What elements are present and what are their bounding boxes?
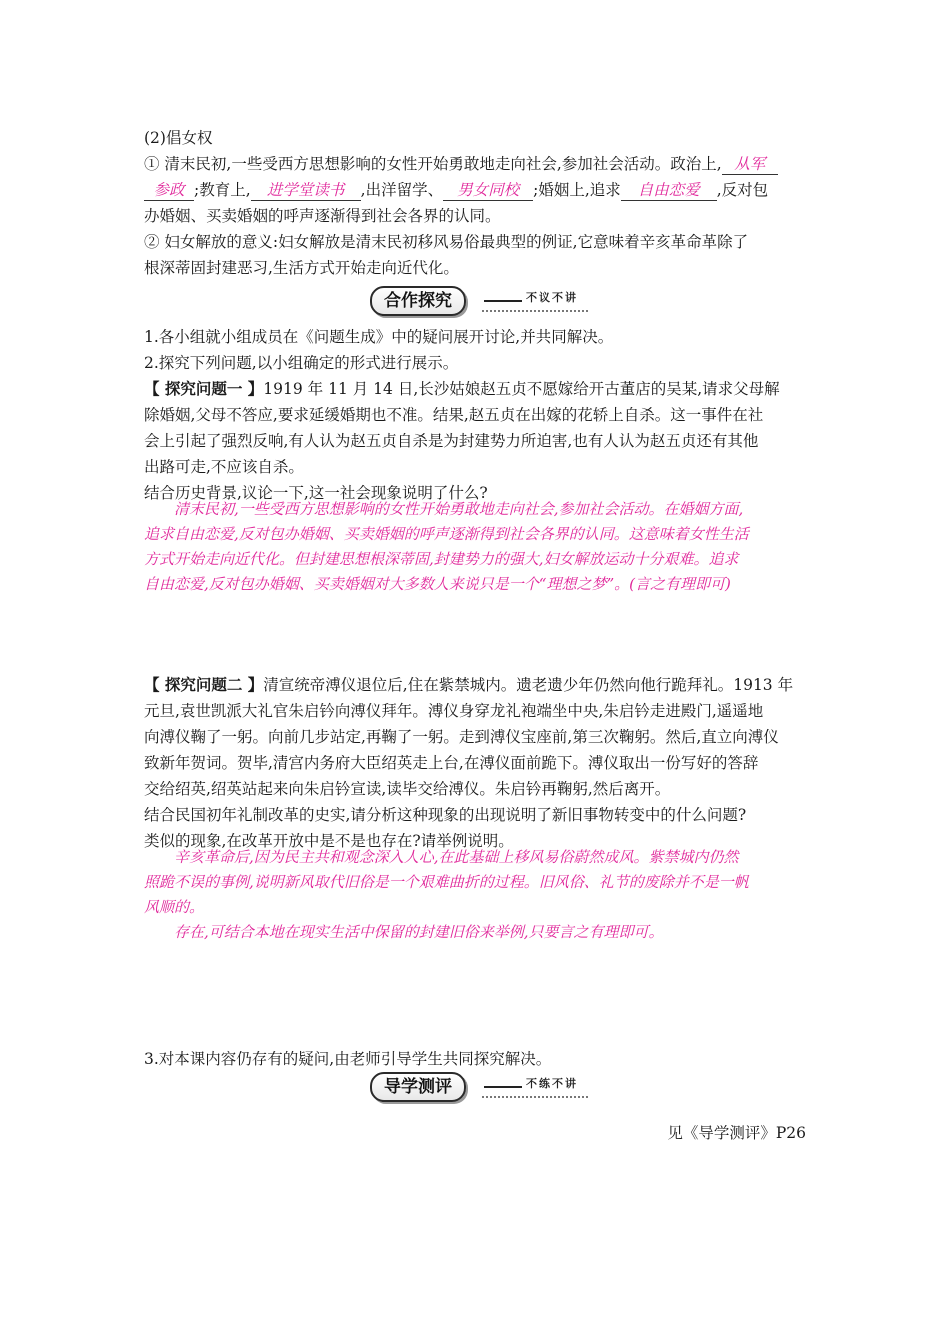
question-line: 元旦,袁世凯派大礼官朱启钤向溥仪拜年。溥仪身穿龙礼袍端坐中央,朱启钤走进殿门,遥遥地 xyxy=(144,702,764,720)
answer-blank: 从军 xyxy=(722,154,778,175)
question-prompt: 结合历史背景,议论一下,这一社会现象说明了什么? xyxy=(144,484,488,502)
paragraph-line: 根深蒂固封建恶习,生活方式开始走向近代化。 xyxy=(144,259,459,277)
question-line: 致新年贺词。贺毕,清宫内务府大臣绍英走上台,在溥仪面前跪下。溥仪取出一份写好的答辞 xyxy=(144,754,759,772)
page-reference: 见《导学测评》P26 xyxy=(667,1124,806,1142)
banner-tag: 不练不讲 xyxy=(526,1077,578,1090)
list-item: 3.对本课内容仍存有的疑问,由老师引导学生共同探究解决。 xyxy=(144,1050,552,1068)
question-line: 交给绍英,绍英站起来向朱启钤宣读,读毕交给溥仪。朱启钤再鞠躬,然后离开。 xyxy=(144,780,671,798)
answer-line: 追求自由恋爱,反对包办婚姻、买卖婚姻的呼声逐渐得到社会各界的认同。这意味着女性生活 xyxy=(144,525,749,543)
paragraph-line: ② 妇女解放的意义:妇女解放是清末民初移风易俗最典型的例证,它意味着辛亥革命革除了 xyxy=(144,233,749,251)
banner-dash xyxy=(484,300,522,302)
answer-line: 清末民初,一些受西方思想影响的女性开始勇敢地走向社会,参加社会活动。在婚姻方面, xyxy=(144,500,744,518)
banner-dash xyxy=(484,1086,522,1088)
answer-line: 存在,可结合本地在现实生活中保留的封建旧俗来举例,只要言之有理即可。 xyxy=(144,923,664,941)
answer-blank: 男女同校 xyxy=(443,180,533,201)
section-banner-cooperative-inquiry xyxy=(370,284,590,316)
banner-title: 合作探究 xyxy=(370,286,466,316)
question-label: 【 探究问题一 】 xyxy=(144,379,264,398)
answer-blank: 自由恋爱 xyxy=(621,180,717,201)
question-line: 除婚姻,父母不答应,要求延缓婚期也不准。结果,赵五贞在出嫁的花轿上自杀。这一事件在社 xyxy=(144,406,764,424)
paragraph-line: ① 清末民初,一些受西方思想影响的女性开始勇敢地走向社会,参加社会活动。政治上, 从军 xyxy=(144,151,810,177)
answer-line: 风顺的。 xyxy=(144,898,205,916)
question-prompt: 类似的现象,在改革开放中是不是也存在?请举例说明。 xyxy=(144,832,514,850)
banner-tag: 不议不讲 xyxy=(526,291,578,304)
answer-line: 辛亥革命后,因为民主共和观念深入人心,在此基础上移风易俗蔚然成风。紫禁城内仍然 xyxy=(144,848,739,866)
list-item: 2.探究下列问题,以小组确定的形式进行展示。 xyxy=(144,354,459,372)
banner-dots xyxy=(482,1096,588,1098)
answer-blank: 进学堂读书 xyxy=(251,180,361,201)
answer-line: 照跪不误的事例,说明新风取代旧俗是一个艰难曲折的过程。旧风俗、礼节的废除并不是一帆 xyxy=(144,873,749,891)
question-prompt: 结合民国初年礼制改革的史实,请分析这种现象的出现说明了新旧事物转变中的什么问题? xyxy=(144,806,747,824)
answer-line: 方式开始走向近代化。但封建思想根深蒂固,封建势力的强大,妇女解放运动十分艰难。追求 xyxy=(144,550,739,568)
banner-title: 导学测评 xyxy=(370,1072,466,1102)
question-line: 出路可走,不应该自杀。 xyxy=(144,458,304,476)
answer-line: 自由恋爱,反对包办婚姻、买卖婚姻对大多数人来说只是一个“理想之梦”。(言之有理即可) xyxy=(144,575,731,593)
paragraph-line: 办婚姻、买卖婚姻的呼声逐渐得到社会各界的认同。 xyxy=(144,207,501,225)
question-line: 会上引起了强烈反响,有人认为赵五贞自杀是为封建势力所迫害,也有人认为赵五贞还有其他 xyxy=(144,432,759,450)
section-banner-guided-assessment xyxy=(370,1070,590,1102)
question-label: 【 探究问题二 】 xyxy=(144,675,264,694)
answer-blank: 参政 xyxy=(144,180,194,201)
banner-dots xyxy=(482,310,588,312)
question-line: 向溥仪鞠了一躬。向前几步站定,再鞠了一躬。走到溥仪宝座前,第三次鞠躬。然后,直立向溥仪 xyxy=(144,728,779,746)
question-line: 【 探究问题一 】1919 年 11 月 14 日,长沙姑娘赵五贞不愿嫁给开古董店的吴某,请求父母解 xyxy=(144,379,780,398)
paragraph-line: 参政 ;教育上, 进学堂读书 ,出洋留学、 男女同校 ;婚姻上,追求 自由恋爱 ,反对包 xyxy=(144,177,810,203)
list-item: 1.各小组就小组成员在《问题生成》中的疑问展开讨论,并共同解决。 xyxy=(144,328,614,346)
question-line: 【 探究问题二 】清宣统帝溥仪退位后,住在紫禁城内。遗老遗少年仍然向他行跪拜礼。1913 年 xyxy=(144,675,794,694)
section-title: (2)倡女权 xyxy=(144,129,213,147)
